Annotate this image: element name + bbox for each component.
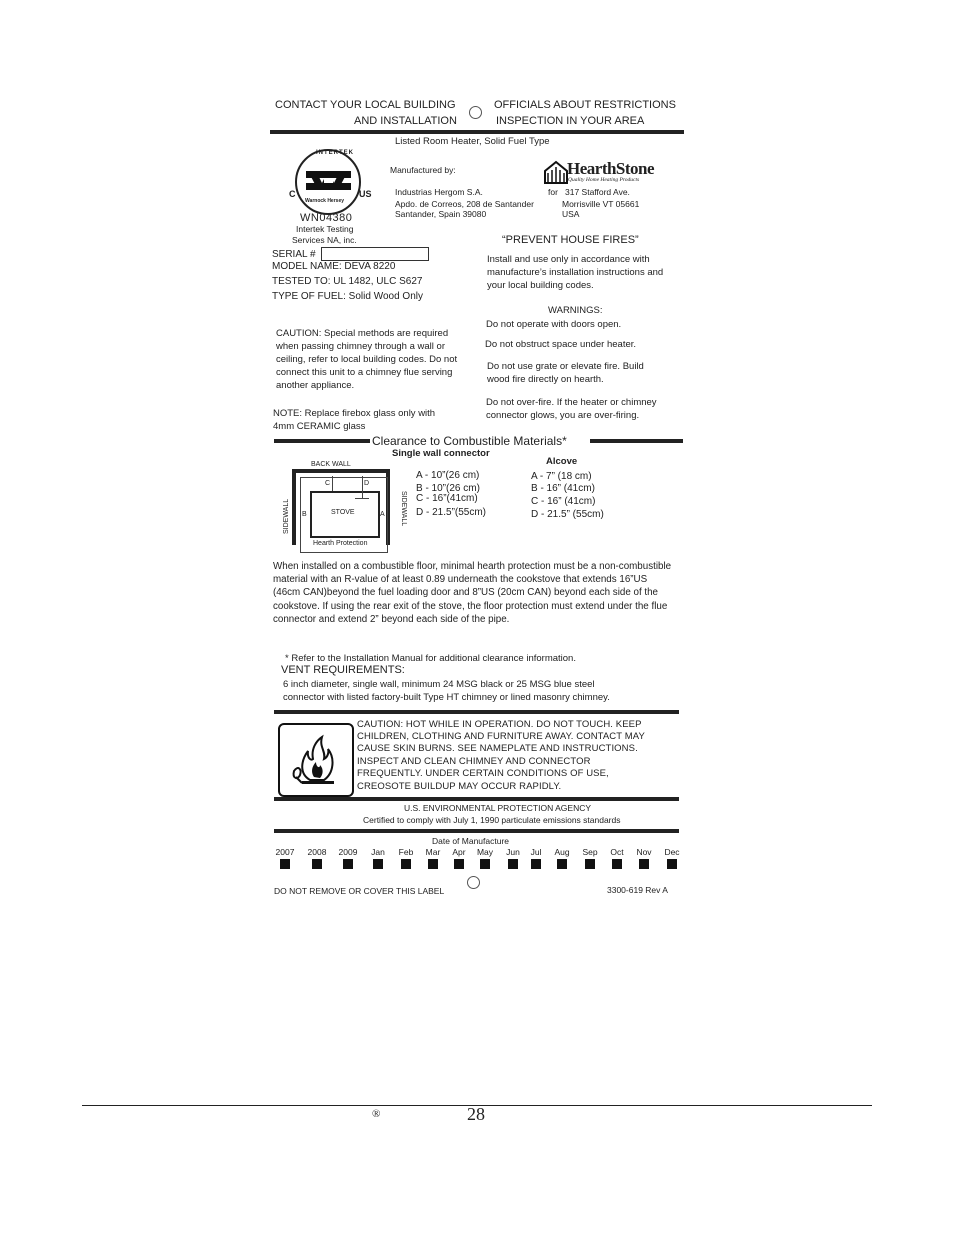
hole-circle-bottom [467,876,480,889]
manufacture-date-title: Date of Manufacture [432,836,510,846]
warning-1: Do not operate with doors open. [486,319,622,330]
header-rule [270,130,684,134]
prevent-text: Install and use only in accordance with manufacture’s installation instructions and your local building codes. [487,254,664,291]
caution-rule-bottom [274,797,679,801]
listed-heater-text: Listed Room Heater, Solid Fuel Type [395,136,550,147]
single-clearance-a: A - 10”(26 cm) [416,470,480,481]
manufacture-date-label: Mar [425,847,441,857]
clearance-title: Clearance to Combustible Materials* [372,434,567,448]
manufactured-by-label: Manufactured by: [390,165,456,175]
manufacture-date-box [508,859,518,869]
serial-field [321,247,429,261]
diagram-back-wall-label: BACK WALL [311,461,351,468]
vent-line2: connector with listed factory-built Type HT chimney or lined masonry chimney. [283,692,610,703]
hot-caution-line3: CAUSE SKIN BURNS. SEE NAMEPLATE AND INSTRUCTIONS. [357,743,638,754]
registered-mark: ® [372,1108,381,1120]
manufacture-date-box [531,859,541,869]
hot-caution-line1: CAUTION: HOT WHILE IN OPERATION. DO NOT TOUCH. KEEP [357,719,642,730]
manufacture-date-label: Sep [582,847,598,857]
hole-circle-top [469,106,482,119]
warnings-title: WARNINGS: [548,305,603,316]
single-clearance-c: C - 16”(41cm) [416,493,478,504]
caution-rule-top [274,710,679,714]
floor-protection-text: When installed on a combustible floor, minimal hearth protection must be a non-combustible material with an R-value of at least 0.89 underneath the cookstove that extends 16”US (46cm CAN)beyond the fuel loading door and 8”US (20cm CAN) beyond each side of the cookstove. If using the rear exit of the stove, the floor protection must extend under the flue connector and extend 2” beyond each side of the pipe. [273,561,672,625]
hearthstone-tagline: Quality Home Heating Products [568,177,640,183]
warning-3: Do not use grate or elevate fire. Build wood fire directly on hearth. [487,361,644,385]
hot-caution-line5: FREQUENTLY. UNDER CERTAIN CONDITIONS OF USE, [357,768,609,779]
alcove-clearance-a: A - 7” (18 cm) [531,471,592,482]
prevent-title: “PREVENT HOUSE FIRES” [502,234,639,246]
alcove-title: Alcove [546,456,578,467]
refer-note: * Refer to the Installation Manual for additional clearance information. [285,653,576,664]
manufacture-date-box [667,859,677,869]
hearthstone-address-line1: 317 Stafford Ave. [565,187,630,197]
manufacture-date-box [480,859,490,869]
clearance-rule-right [590,439,683,443]
caution-chimney: CAUTION: Special methods are required when passing chimney through a wall or ceiling, refer to local building codes. Do not connect this unit to a chimney flue serving another appliance. [276,328,458,391]
manufacturer-line1: Industrias Hergom S.A. [395,187,483,197]
intertek-company-line2: Services NA, inc. [292,235,357,245]
manufacture-date-box [428,859,438,869]
clearance-rule-left [274,439,370,443]
diagram-label-d: D [364,480,370,487]
alcove-clearance-c: C - 16” (41cm) [531,496,596,507]
single-clearance-b: B - 10”(26 cm) [416,483,480,494]
diagram-sidewall-left [292,469,296,545]
diagram-sidewall-left-label: SIDEWALL [283,498,290,534]
model-name: MODEL NAME: DEVA 8220 [272,261,396,272]
diagram-label-b: B [302,511,307,518]
page-number: 28 [467,1104,485,1124]
manufacture-date-label: Jan [371,847,385,857]
manufacture-date-label: Aug [554,847,570,857]
epa-line2: Certified to comply with July 1, 1990 particulate emissions standards [363,815,621,825]
manufacture-date-box [343,859,353,869]
diagram-label-a: A [380,511,385,518]
hearthstone-address-line3: USA [562,209,580,219]
fuel-type: TYPE OF FUEL: Solid Wood Only [272,291,423,302]
intertek-number: WN04380 [300,212,353,224]
serial-label: SERIAL # [272,249,316,260]
warning-4: Do not over-fire. If the heater or chimney connector glows, you are over-firing. [486,397,657,421]
part-number: 3300-619 Rev A [607,885,668,895]
manufacture-date-label: Feb [398,847,414,857]
intertek-c: C [289,189,296,199]
hearthstone-brand: HearthStone [567,159,655,178]
intertek-arc-bottom: Warnock Hersey [305,198,344,204]
manufacturer-for: for [548,187,558,197]
note-glass-line1: NOTE: Replace firebox glass only with [273,408,436,419]
manufacture-date-label: Jun [506,847,520,857]
hot-caution-line4: INSPECT AND CLEAN CHIMNEY AND CONNECTOR [357,756,591,767]
diagram-sidewall-right-label: SIDEWALL [400,491,407,527]
intertek-us: US [359,189,372,199]
manufacture-date-box [639,859,649,869]
header-right-line1: OFFICIALS ABOUT RESTRICTIONS [494,99,676,111]
diagram-stove-label: STOVE [331,509,355,516]
manufacture-date-label: May [476,847,494,857]
diagram-flue-mark [355,498,369,499]
manufacture-date-box [585,859,595,869]
fire-warning-icon [278,723,354,797]
manufacture-date-box [373,859,383,869]
diagram-back-wall [292,469,390,473]
diagram-hearth-label: Hearth Protection [313,540,368,547]
manufacture-date-box [454,859,464,869]
diagram-d-line [362,476,363,498]
vent-line1: 6 inch diameter, single wall, minimum 24 MSG black or 25 MSG blue steel [283,679,595,690]
diagram-c-line [332,476,333,491]
intertek-arc-top: INTERTEK [316,150,354,156]
manufacture-date-label: 2008 [307,847,327,857]
single-wall-title: Single wall connector [392,448,490,459]
header-left-line1: CONTACT YOUR LOCAL BUILDING [275,99,456,111]
manufacturer-line2: Apdo. de Correos, 208 de Santander [395,199,534,209]
vent-title: VENT REQUIREMENTS: [281,664,405,676]
manufacture-date-label: 2007 [275,847,295,857]
manufacture-date-box [612,859,622,869]
epa-rule [274,829,679,833]
manufacture-date-label: Apr [452,847,466,857]
manufacture-date-label: Jul [530,847,542,857]
manufacture-date-box [557,859,567,869]
manufacture-date-label: Oct [610,847,624,857]
hot-caution-line2: CHILDREN, CLOTHING AND FURNITURE AWAY. CONTACT MAY [357,731,645,742]
manufacture-date-label: Nov [636,847,652,857]
intertek-company-line1: Intertek Testing [296,224,354,234]
manufacture-date-box [312,859,322,869]
alcove-clearance-d: D - 21.5” (55cm) [531,509,604,520]
hearthstone-house-icon [542,159,570,185]
header-left-line2: AND INSTALLATION [354,115,457,127]
tested-to: TESTED TO: UL 1482, ULC S627 [272,276,423,287]
header-right-line2: INSPECTION IN YOUR AREA [496,115,645,127]
hearthstone-address-line2: Morrisville VT 05661 [562,199,640,209]
diagram-label-c: C [325,480,331,487]
epa-line1: U.S. ENVIRONMENTAL PROTECTION AGENCY [404,803,592,813]
warning-2: Do not obstruct space under heater. [485,339,637,350]
manufacturer-line3: Santander, Spain 39080 [395,209,487,219]
manufacture-date-label: 2009 [338,847,358,857]
hot-caution-line6: CREOSOTE BUILDUP MAY OCCUR RAPIDLY. [357,781,562,792]
manufacture-date-box [401,859,411,869]
manufacture-date-box [280,859,290,869]
do-not-remove-label: DO NOT REMOVE OR COVER THIS LABEL [274,886,445,896]
note-glass-line2: 4mm CERAMIC glass [273,421,366,432]
alcove-clearance-b: B - 16” (41cm) [531,483,595,494]
single-clearance-d: D - 21.5”(55cm) [416,507,487,518]
manufacture-date-label: Dec [664,847,680,857]
